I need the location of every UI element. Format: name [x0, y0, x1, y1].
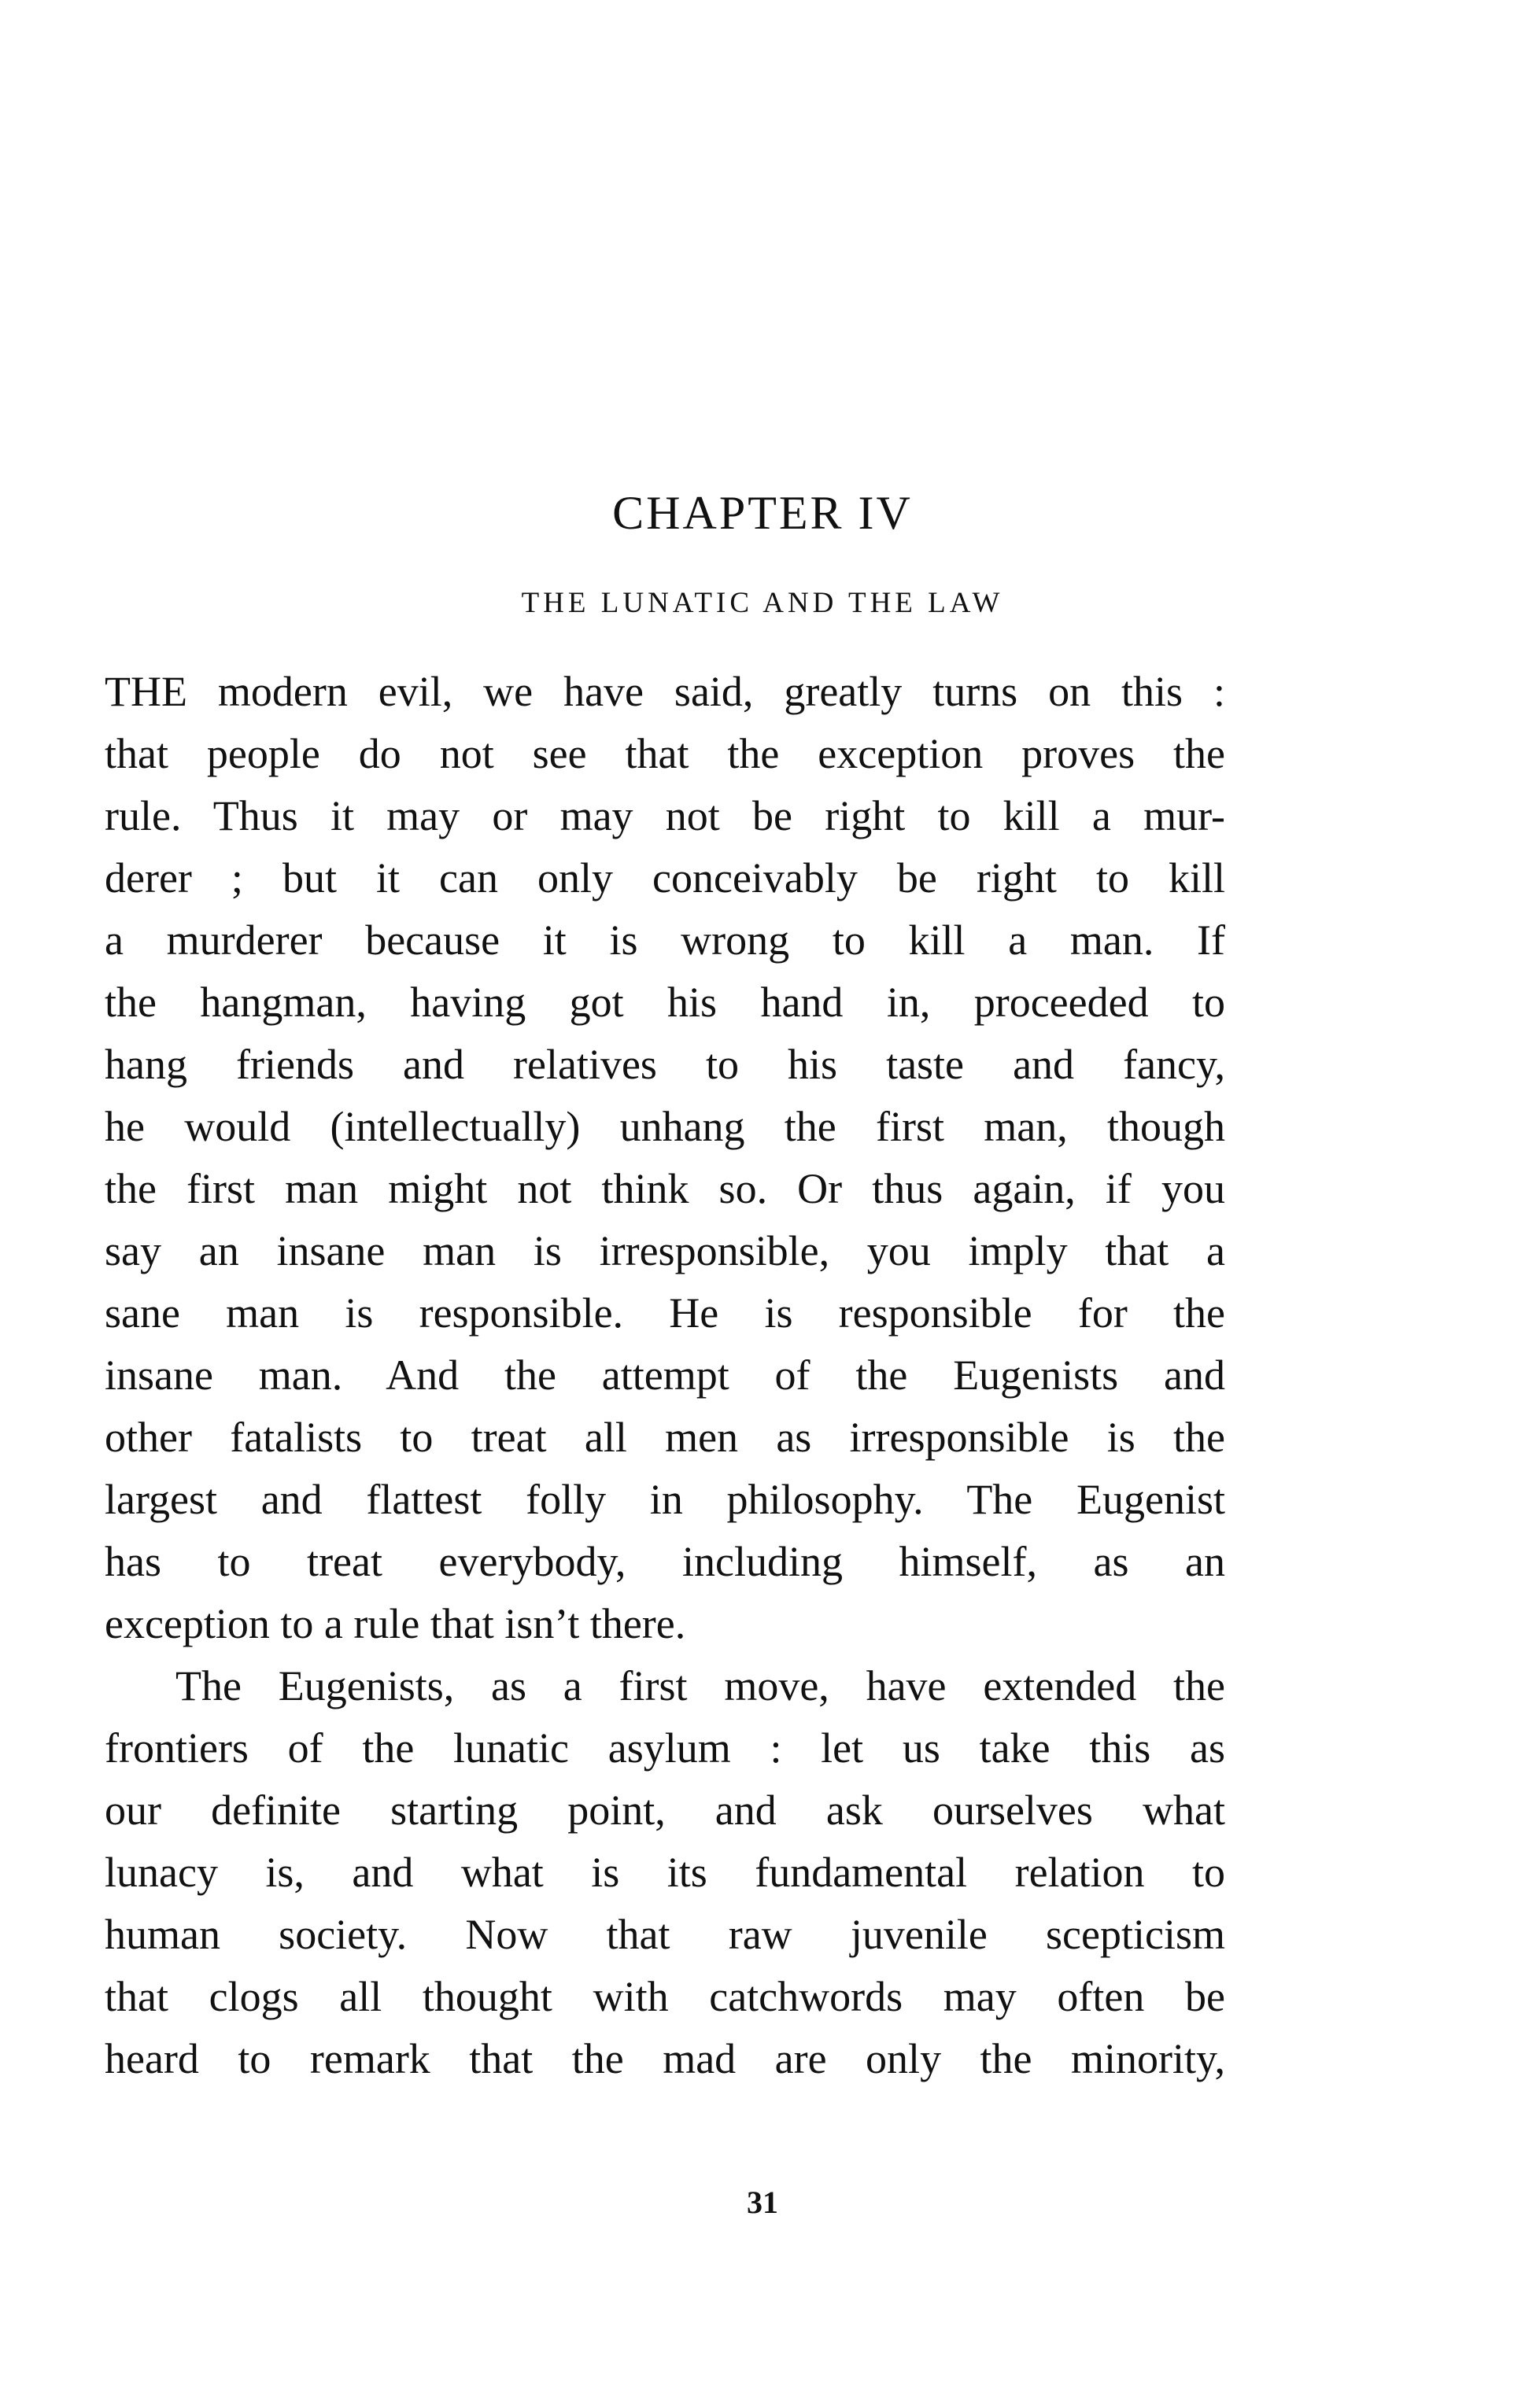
text-line: lunacy is, and what is its fundamental relation to: [105, 1849, 1225, 1896]
text-line: the first man might not think so. Or thus again, if you: [105, 1165, 1225, 1212]
text-line: he would (intellectually) unhang the first man, though: [105, 1103, 1225, 1150]
paragraph-1: [105, 661, 1225, 1655]
text-line: largest and flattest folly in philosophy. The Eugenist: [105, 1476, 1225, 1523]
text-line: that people do not see that the exception proves the: [105, 730, 1225, 777]
text-line: The Eugenists, as a first move, have extended the: [175, 1662, 1225, 1709]
text-line: the hangman, having got his hand in, proceeded to: [105, 979, 1225, 1026]
text-line: has to treat everybody, including himself, as an: [105, 1538, 1225, 1585]
text-line: human society. Now that raw juvenile scepticism: [105, 1911, 1225, 1958]
text-line: our definite starting point, and ask ourselves what: [105, 1787, 1225, 1834]
text-line: hang friends and relatives to his taste and fancy,: [105, 1041, 1225, 1088]
chapter-number: CHAPTER IV: [612, 487, 913, 539]
drop-word: THE: [105, 668, 187, 715]
text-line: say an insane man is irresponsible, you imply that a: [105, 1227, 1225, 1274]
text-line: exception to a rule that isn’t there.: [105, 1600, 686, 1647]
text-line: rule. Thus it may or may not be right to kill a mur-: [105, 792, 1225, 839]
text-line: insane man. And the attempt of the Eugenists and: [105, 1352, 1225, 1399]
text-line: heard to remark that the mad are only the minority,: [105, 2035, 1225, 2082]
chapter-title: THE LUNATIC AND THE LAW: [521, 587, 1004, 619]
text-line: a murderer because it is wrong to kill a man. If: [105, 916, 1225, 964]
paragraph-2: [105, 1655, 1225, 2090]
page-number: 31: [747, 2185, 778, 2220]
body-text: [105, 661, 1225, 2090]
text-line: other fatalists to treat all men as irresponsible is the: [105, 1414, 1225, 1461]
text-line: sane man is responsible. He is responsible for the: [105, 1289, 1225, 1337]
text-line: derer ; but it can only conceivably be right to kill: [105, 854, 1225, 902]
text-line: THE modern evil, we have said, greatly turns on this :: [105, 668, 1225, 715]
text-line: frontiers of the lunatic asylum : let us take this as: [105, 1724, 1225, 1772]
text-line: that clogs all thought with catchwords may often be: [105, 1973, 1225, 2020]
